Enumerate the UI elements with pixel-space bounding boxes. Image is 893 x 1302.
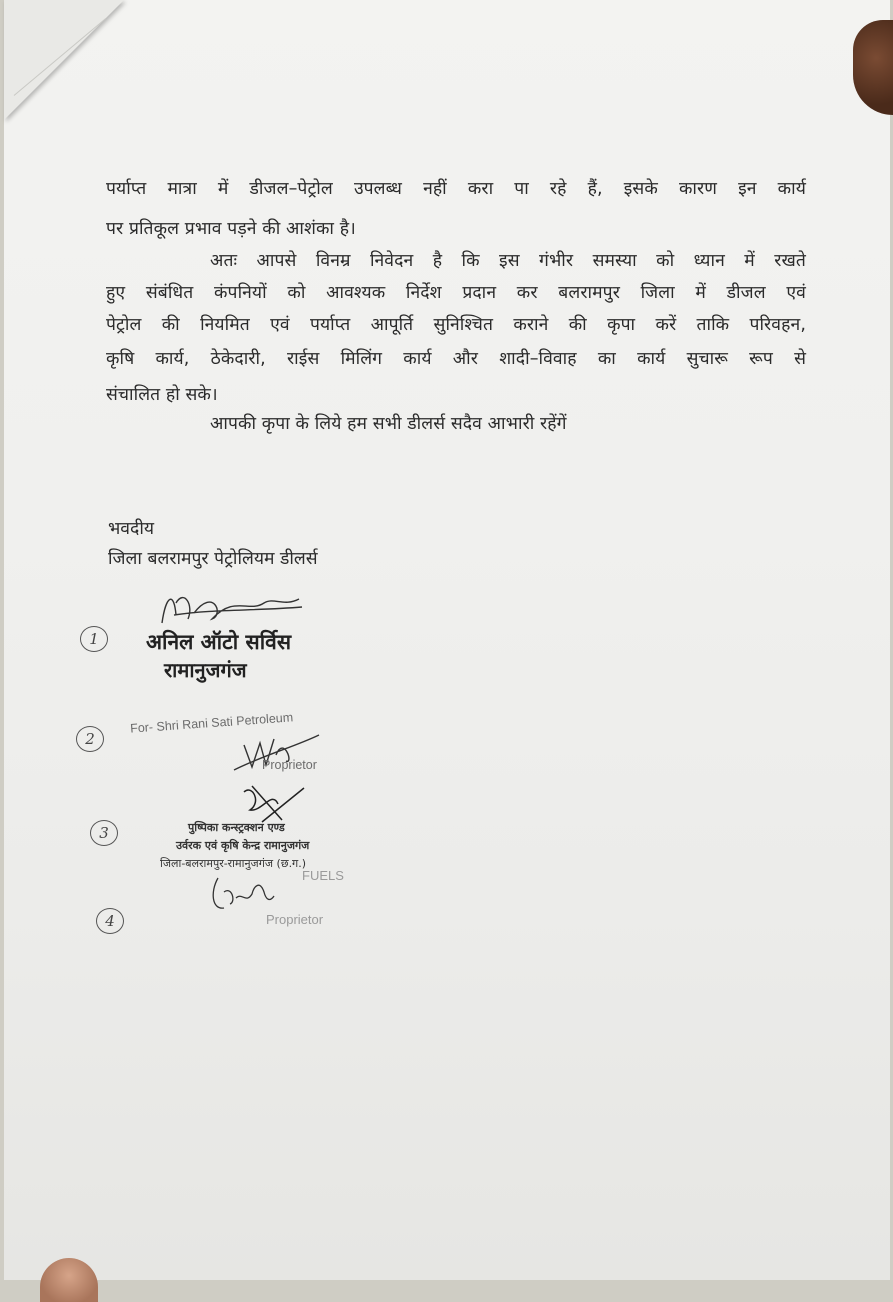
body-line-1: पर्याप्त मात्रा में डीजल–पेट्रोल उपलब्ध नहीं करा पा रहे हैं, इसके कारण इन कार्य: [106, 179, 806, 199]
body-line-7: संचालित हो सके।: [106, 385, 218, 405]
body-line-8: आपकी कृपा के लिये हम सभी डीलर्स सदैव आभारी रहेंगें: [210, 414, 567, 434]
body-line-4: हुए संबंधित कंपनियों को आवश्यक निर्देश प्रदान कर बलरामपुर जिला में डीजल एवं: [106, 283, 806, 303]
signer-4-stamp-title: Proprietor: [266, 912, 324, 927]
signatory: जिला बलरामपुर पेट्रोलियम डीलर्स: [108, 549, 318, 569]
signer-2-stamp-firm: For- Shri Rani Sati Petroleum: [129, 710, 294, 736]
signer-3-stamp-line3: जिला-बलरामपुर-रामानुजगंज (छ.ग.): [160, 857, 307, 870]
signature-4: [208, 872, 288, 916]
body-line-6: कृषि कार्य, ठेकेदारी, राईस मिलिंग कार्य और शादी–विवाह का कार्य सुचारू रूप से: [106, 349, 806, 369]
signer-number-2: 2: [76, 726, 104, 752]
signer-1-stamp-name: अनिल ऑटो सर्विस: [146, 630, 292, 654]
body-line-3: अतः आपसे विनम्र निवेदन है कि इस गंभीर समस्या को ध्यान में रखते: [210, 251, 806, 271]
signature-1: [154, 585, 304, 630]
salutation: भवदीय: [108, 519, 155, 539]
signer-4-stamp-firm: FUELS: [302, 868, 344, 883]
signer-number-4: 4: [96, 908, 124, 934]
signer-3-stamp-line2: उर्वरक एवं कृषि केन्द्र रामानुजगंज: [176, 839, 310, 852]
letter-page: [4, 0, 890, 1280]
signer-number-1: 1: [80, 626, 108, 652]
body-line-5: पेट्रोल की नियमित एवं पर्याप्त आपूर्ति सुनिश्चित कराने की कृपा करें ताकि परिवहन,: [106, 315, 806, 335]
body-line-2: पर प्रतिकूल प्रभाव पड़ने की आशंका है।: [106, 219, 356, 239]
signer-3-stamp-line1: पुष्पिका कन्स्ट्रक्शन एण्ड: [188, 821, 285, 834]
signer-number-3: 3: [90, 820, 118, 846]
signer-2-stamp-title: Proprietor: [262, 758, 317, 772]
signer-1-stamp-place: रामानुजगंज: [164, 658, 247, 682]
